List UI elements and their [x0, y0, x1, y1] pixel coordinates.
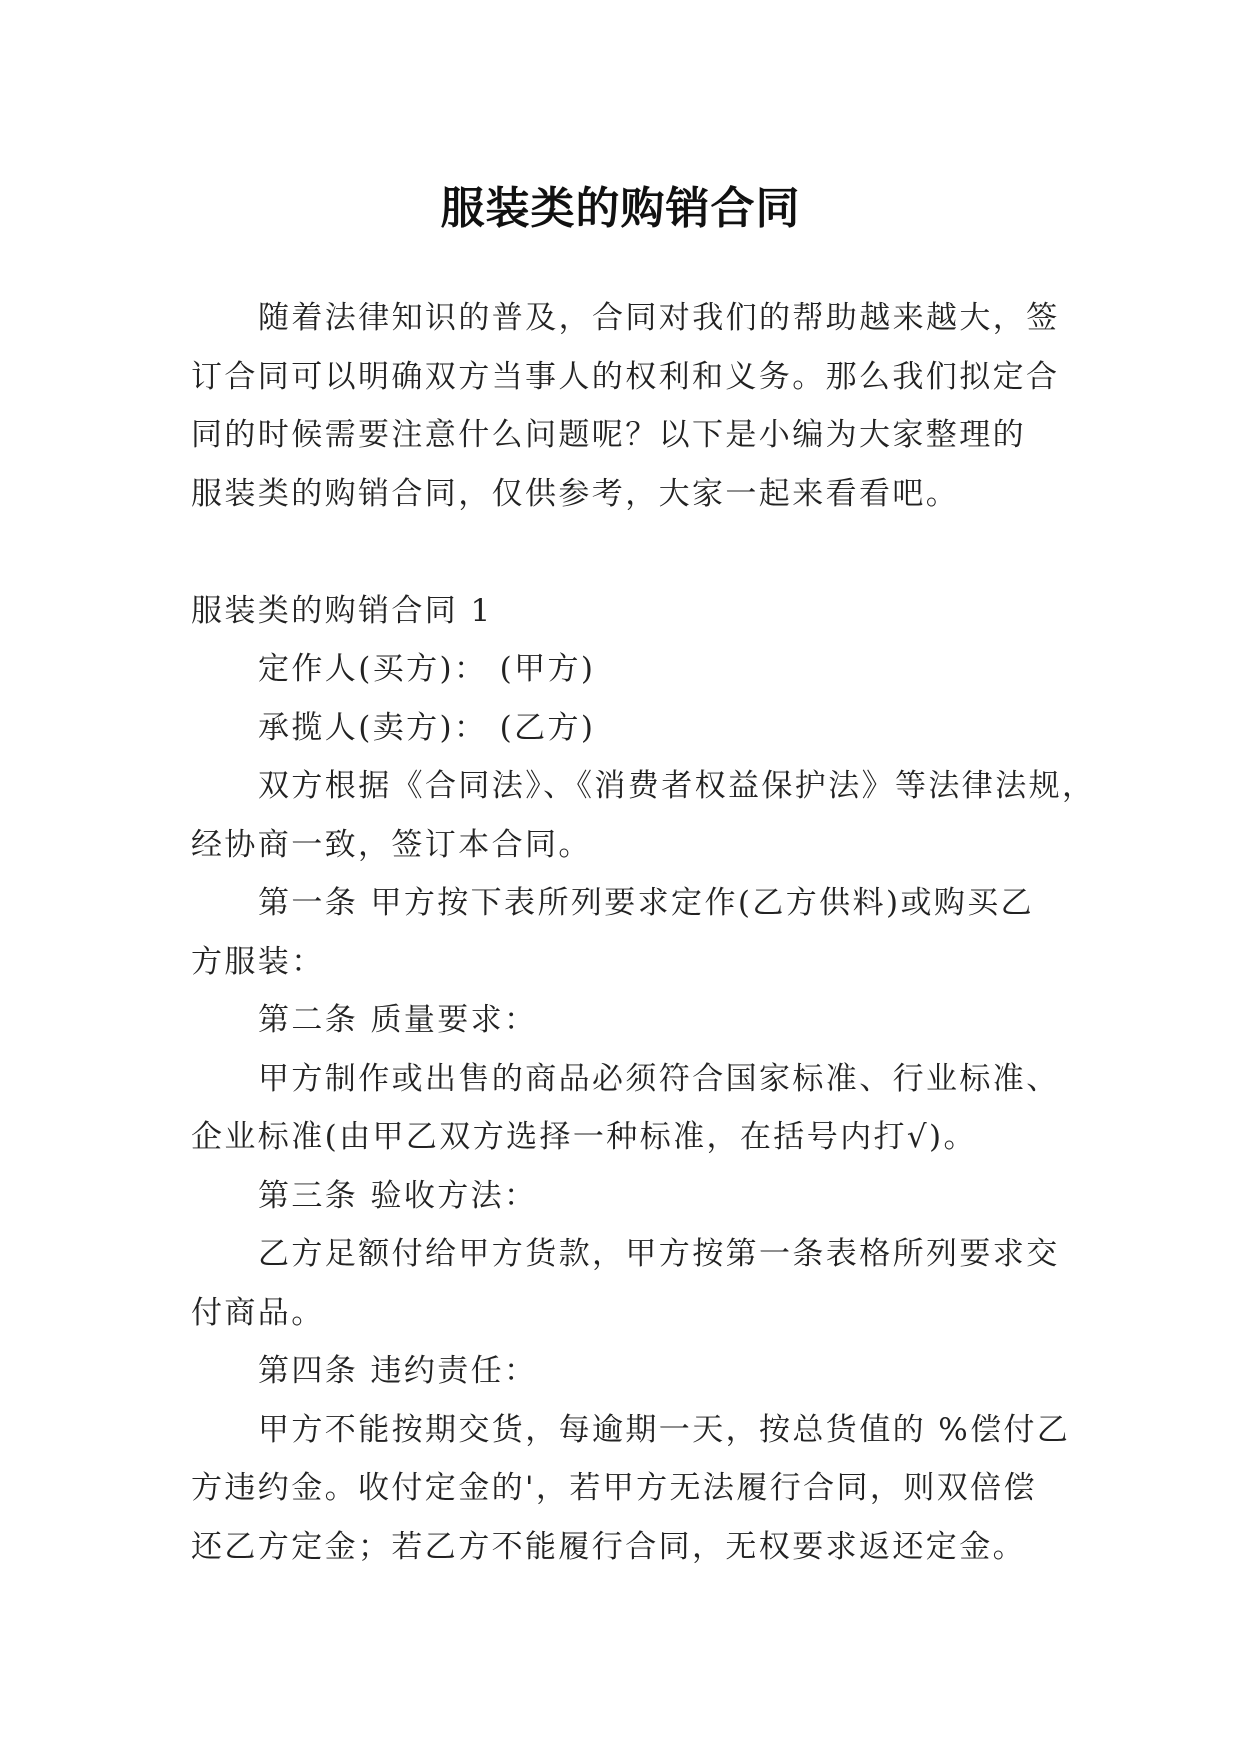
text-line: 甲方制作或出售的商品必须符合国家标准、行业标准、	[258, 1060, 1060, 1097]
text-line: 随着法律知识的普及，合同对我们的帮助越来越大，签	[258, 300, 1060, 336]
article-2-heading	[191, 991, 1091, 1050]
text-line: 第四条 违约责任：	[258, 1353, 538, 1389]
text-line: 双方根据《合同法》、《消费者权益保护法》等法律法规，	[258, 768, 1096, 804]
text-line: 乙方足额付给甲方货款，甲方按第一条表格所列要求交	[258, 1236, 1060, 1272]
document-title: 服装类的购销合同	[440, 183, 801, 235]
article-4-heading	[191, 1342, 1091, 1401]
article-2-body	[191, 1050, 1091, 1167]
document-body	[191, 289, 1096, 1576]
article-3-heading	[191, 1167, 1091, 1226]
article-3-body	[191, 1225, 1091, 1342]
text-line: 承揽人(卖方)： (乙方)	[258, 709, 596, 746]
text-line: 服装类的购销合同，仅供参考，大家一起来看看吧。	[191, 475, 960, 512]
text-line: 付商品。	[191, 1294, 325, 1331]
text-line: 第一条 甲方按下表所列要求定作(乙方供料)或购买乙	[258, 885, 1035, 921]
text-line: 还乙方定金；若乙方不能履行合同，无权要求返还定金。	[191, 1528, 1026, 1565]
article-4-body	[191, 1401, 1091, 1577]
text-line: 甲方不能按期交货，每逾期一天，按总货值的 %偿付乙	[258, 1411, 1071, 1448]
text-line: 方违约金。收付定金的'，若甲方无法履行合同，则双倍偿	[191, 1470, 1037, 1506]
contract-heading	[191, 582, 1091, 641]
text-line: 第三条 验收方法：	[258, 1177, 538, 1214]
section-heading: 服装类的购销合同 1	[191, 592, 493, 629]
text-line: 同的时候需要注意什么问题呢？以下是小编为大家整理的	[191, 417, 1026, 453]
text-line: 方服装：	[191, 943, 325, 980]
text-line: 经协商一致，签订本合同。	[191, 826, 592, 863]
text-line: 第二条 质量要求：	[258, 1002, 538, 1038]
seller-party	[191, 699, 1091, 758]
article-1	[191, 874, 1091, 991]
preamble-paragraph	[191, 757, 1096, 874]
buyer-party	[191, 640, 1091, 699]
intro-paragraph	[191, 289, 1091, 523]
text-line: 订合同可以明确双方当事人的权利和义务。那么我们拟定合	[191, 358, 1060, 395]
text-line: 企业标准(由甲乙双方选择一种标准，在括号内打√)。	[191, 1119, 977, 1155]
text-line: 定作人(买方)： (甲方)	[258, 651, 596, 687]
